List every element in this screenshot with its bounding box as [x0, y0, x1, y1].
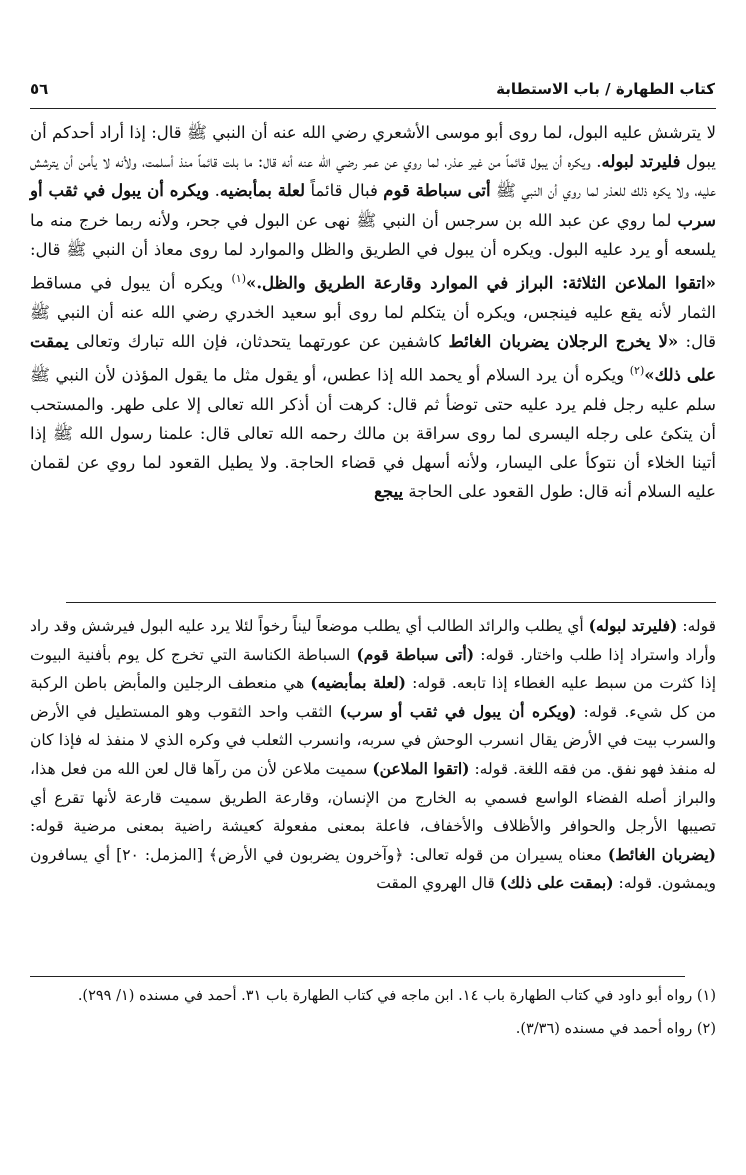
text-run: سميت ملاعن لأن من رآها قال لعن الله من فعل هذا، والبراز أصله الفضاء الواسع فسمي به الخارج من الإنسان، وقارعة الطريق سميت قارعة لأنها تقرع أي تصيبها الأرجل والحوافر والأظلاف والأخفاف، فاعلة بمعنى مفعولة كعيشة راضية بمعنى مرضية قوله:: [30, 759, 716, 836]
bold-term: (أتى سباطة قوم): [356, 644, 475, 664]
footnote-marker: (١): [231, 272, 246, 286]
header-rule: [30, 108, 716, 109]
text-run: . ويكره أن يبول قائماً من غير عذر، لما روي عن عمر رضي الله عنه أنه قال: ما بلت قائماً منذ أسلمت، ولأنه لا يأمن أن يترشش عليه، ولا يكره ذلك للعذر لما روي أن النبي ﷺ: [30, 152, 716, 201]
main-text: [30, 118, 716, 507]
text-run: الثقب واحد الثقوب وهو المستطيل في الأرض والسرب بيت في الأرض يقال انسرب الوحش في سربه، وانسرب الثعلب في وكره الذي لا منفذ له فإذا كان له منفذ فهو نفق. من فقه اللغة. قوله:: [30, 702, 716, 778]
bold-term: «اتقوا الملاعن الثلاثة: البراز في الموارد وقارعة الطريق والظل.»: [246, 273, 716, 293]
text-run: ويكره أن يرد السلام أو يحمد الله إذا عطس، أو يقول مثل ما يقول المؤذن لأن النبي ﷺ سلم عليه رجل فلم يرد عليه حتى توضأ ثم قال: كرهت أن أذكر الله تعالى إلا على طهر. والمستحب أن يتكئ على رجله اليسرى لما روى سراقة بن مالك رحمه الله تعالى قال: علمنا رسول الله ﷺ إذا أتينا الخلاء أن نتوكأ على اليسار، ولأنه أسهل في قضاء الحاجة. ولا يطيل القعود لما روي عن لقمان عليه السلام أنه قال: طول القعود على الحاجة: [30, 365, 716, 502]
commentary-paragraph: [30, 612, 716, 898]
bold-term: (لعلة بمأبضيه): [310, 673, 406, 693]
text-run: لا يترشش عليه البول، لما روى أبو موسى الأشعري رضي الله عنه أن النبي ﷺ قال: إذا أراد أحدكم أن يبول: [30, 123, 716, 172]
text-run: .: [209, 181, 220, 201]
bold-term: (بمقت على ذلك): [499, 873, 614, 893]
footnote-rule: [30, 976, 685, 977]
running-header: [30, 80, 715, 106]
text-run: قال الهروي المقت: [376, 874, 500, 893]
main-paragraph: [30, 118, 716, 507]
bold-term: أتى سباطة قوم: [383, 181, 491, 201]
running-title: كتاب الطهارة / باب الاستطابة: [496, 80, 715, 98]
text-run: كاشفين عن عورتهما يتحدثان، فإن الله تبارك وتعالى: [68, 331, 449, 351]
bold-term: (يضربان الغائط): [607, 844, 716, 864]
bold-term: يمقت على ذلك»: [30, 331, 716, 385]
text-run: لما روي عن عبد الله بن سرجس أن النبي ﷺ نهى عن البول في جحر، ولأنه ربما خرج منه ما يلسعه أو يرد عليه البول. ويكره أن يبول في الطريق والظل والموارد لما روى معاذ أن النبي ﷺ قال:: [30, 210, 716, 259]
text-run: قوله:: [677, 617, 716, 635]
bold-term: ييجع: [374, 482, 404, 502]
footnote-2: (٢) رواه أحمد في مسنده (٣/٣٦).: [515, 1021, 716, 1037]
bold-term: «لا يخرج الرجلان يضربان الغائط: [448, 331, 679, 351]
bold-term: (ويكره أن يبول في ثقب أو سرب): [339, 701, 577, 721]
commentary-rule: [66, 602, 716, 603]
text-run: معناه يسيران من قوله تعالى: ﴿وآخرون يضربون في الأرض﴾ [المزمل: ٢٠] أي يسافرون ويمشون. قوله:: [30, 845, 716, 893]
text-run: أي يطلب والرائد الطالب أي يطلب موضعاً ليناً رخواً لئلا يرد عليه البول فيرشش وقد راد وأراد واستراد إذا طلب واختار. قوله:: [30, 617, 716, 664]
footnote-marker: (٢): [629, 364, 645, 378]
footnotes: [30, 984, 716, 1050]
text-run: السباطة الكناسة التي تخرج كل يوم بأفنية البيوت إذا كثرت من سبط عليه الغطاء إذا تابعه. قوله:: [30, 645, 717, 693]
footnote-1: (١) رواه أبو داود في كتاب الطهارة باب ١٤. ابن ماجه في كتاب الطهارة باب ٣١. أحمد في مسنده (١/ ٢٩٩).: [77, 988, 716, 1004]
bold-term: (اتقوا الملاعن): [372, 758, 470, 778]
bold-term: ويكره أن يبول في ثقب أو سرب: [30, 181, 716, 230]
text-run: ويكره أن يبول في مساقط الثمار لأنه يقع عليه فينجس، ويكره أن يتكلم لما روى أبو سعيد الخدري رضي الله عنه أن النبي ﷺ قال:: [30, 273, 717, 351]
page-number: ٥٦: [30, 80, 49, 98]
bold-term: لعلة بمأبضيه: [219, 181, 306, 201]
commentary-text: [30, 612, 716, 898]
bold-term: فليرتد لبوله: [601, 152, 681, 172]
text-run: هي منعطف الرجلين والمأبض باطن الركبة من كل شيء. قوله:: [30, 674, 716, 721]
bold-term: (فليرتد لبوله): [588, 616, 678, 635]
text-run: فبال قائماً: [305, 181, 384, 201]
